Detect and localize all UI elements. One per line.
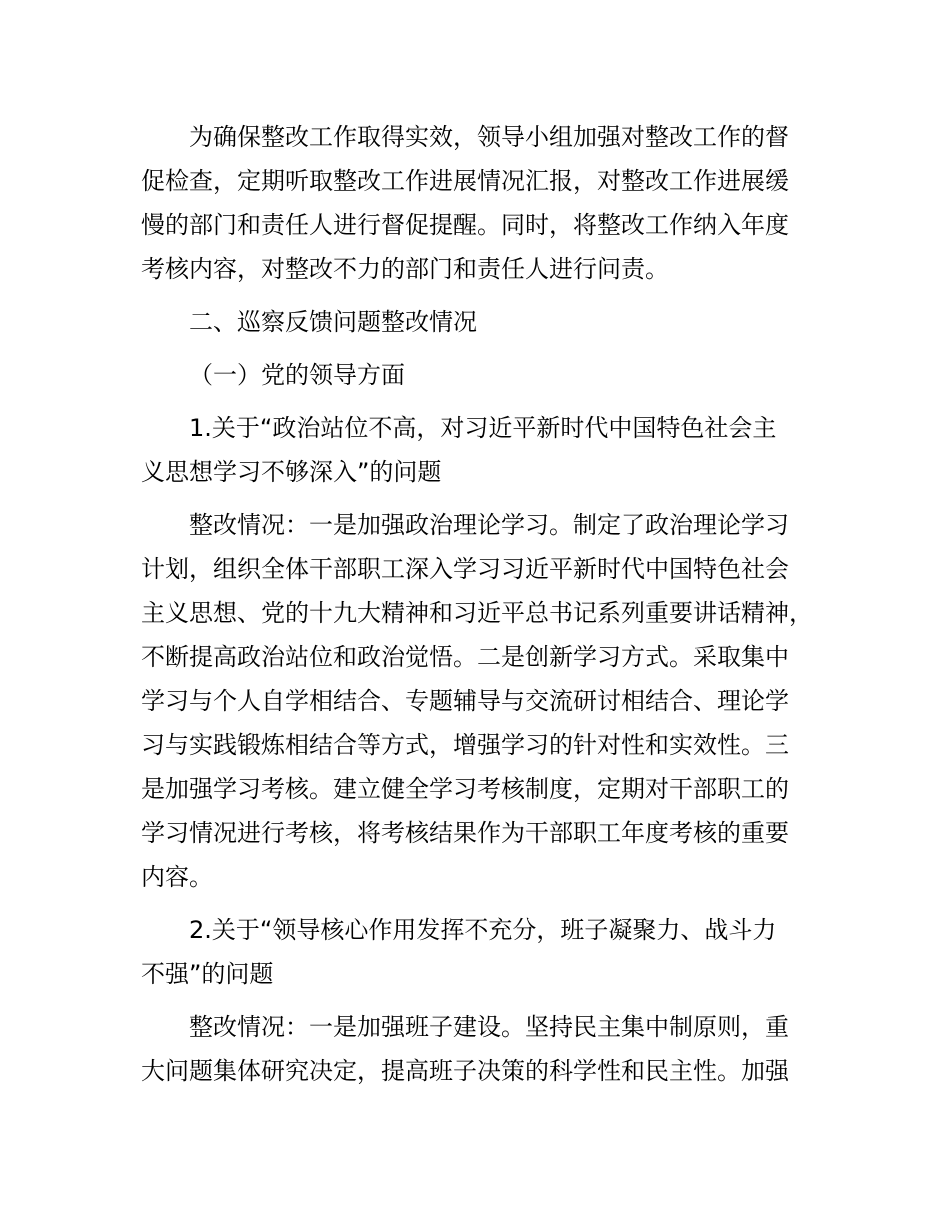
text-line: 内容。: [141, 863, 213, 891]
text-line: 促检查，定期听取整改工作进展情况汇报，对整改工作进展缓: [141, 167, 789, 195]
issue-2-title: [141, 908, 831, 996]
text-line: 不强”的问题: [141, 960, 274, 988]
text-line: 学习与个人自学相结合、专题辅导与交流研讨相结合、理论学: [141, 687, 789, 715]
subsection-heading-1: [141, 353, 831, 397]
text-line: 学习情况进行考核，将考核结果作为干部职工年度考核的重要: [141, 819, 789, 847]
text-line: 1.关于“政治站位不高，对习近平新时代中国特色社会主: [189, 414, 777, 442]
text-line: 义思想学习不够深入”的问题: [141, 458, 442, 486]
section-heading-text: 二、巡察反馈问题整改情况: [189, 308, 477, 336]
document-body: [141, 115, 831, 1093]
text-line: 2.关于“领导核心作用发挥不充分，班子凝聚力、战斗力: [189, 916, 777, 944]
paragraph-supervision: [141, 115, 831, 291]
subsection-heading-text: （一）党的领导方面: [189, 361, 405, 389]
text-line: 慢的部门和责任人进行督促提醒。同时，将整改工作纳入年度: [141, 211, 789, 239]
text-line: 大问题集体研究决定，提高班子决策的科学性和民主性。加强: [141, 1057, 789, 1085]
text-line: 习与实践锻炼相结合等方式，增强学习的针对性和实效性。三: [141, 731, 789, 759]
text-line: 主义思想、党的十九大精神和习近平总书记系列重要讲话精神，: [141, 599, 813, 627]
text-line: 考核内容，对整改不力的部门和责任人进行问责。: [141, 255, 669, 283]
issue-1-rectification: [141, 503, 831, 899]
section-heading-2: [141, 300, 831, 344]
issue-2-rectification: [141, 1005, 831, 1093]
text-line: 整改情况：一是加强政治理论学习。制定了政治理论学习: [189, 511, 789, 539]
text-line: 为确保整改工作取得实效，领导小组加强对整改工作的督: [189, 123, 789, 151]
text-line: 是加强学习考核。建立健全学习考核制度，定期对干部职工的: [141, 775, 789, 803]
text-line: 计划，组织全体干部职工深入学习习近平新时代中国特色社会: [141, 555, 789, 583]
text-line: 整改情况：一是加强班子建设。坚持民主集中制原则，重: [189, 1013, 789, 1041]
text-line: 不断提高政治站位和政治觉悟。二是创新学习方式。采取集中: [141, 643, 789, 671]
issue-1-title: [141, 406, 831, 494]
